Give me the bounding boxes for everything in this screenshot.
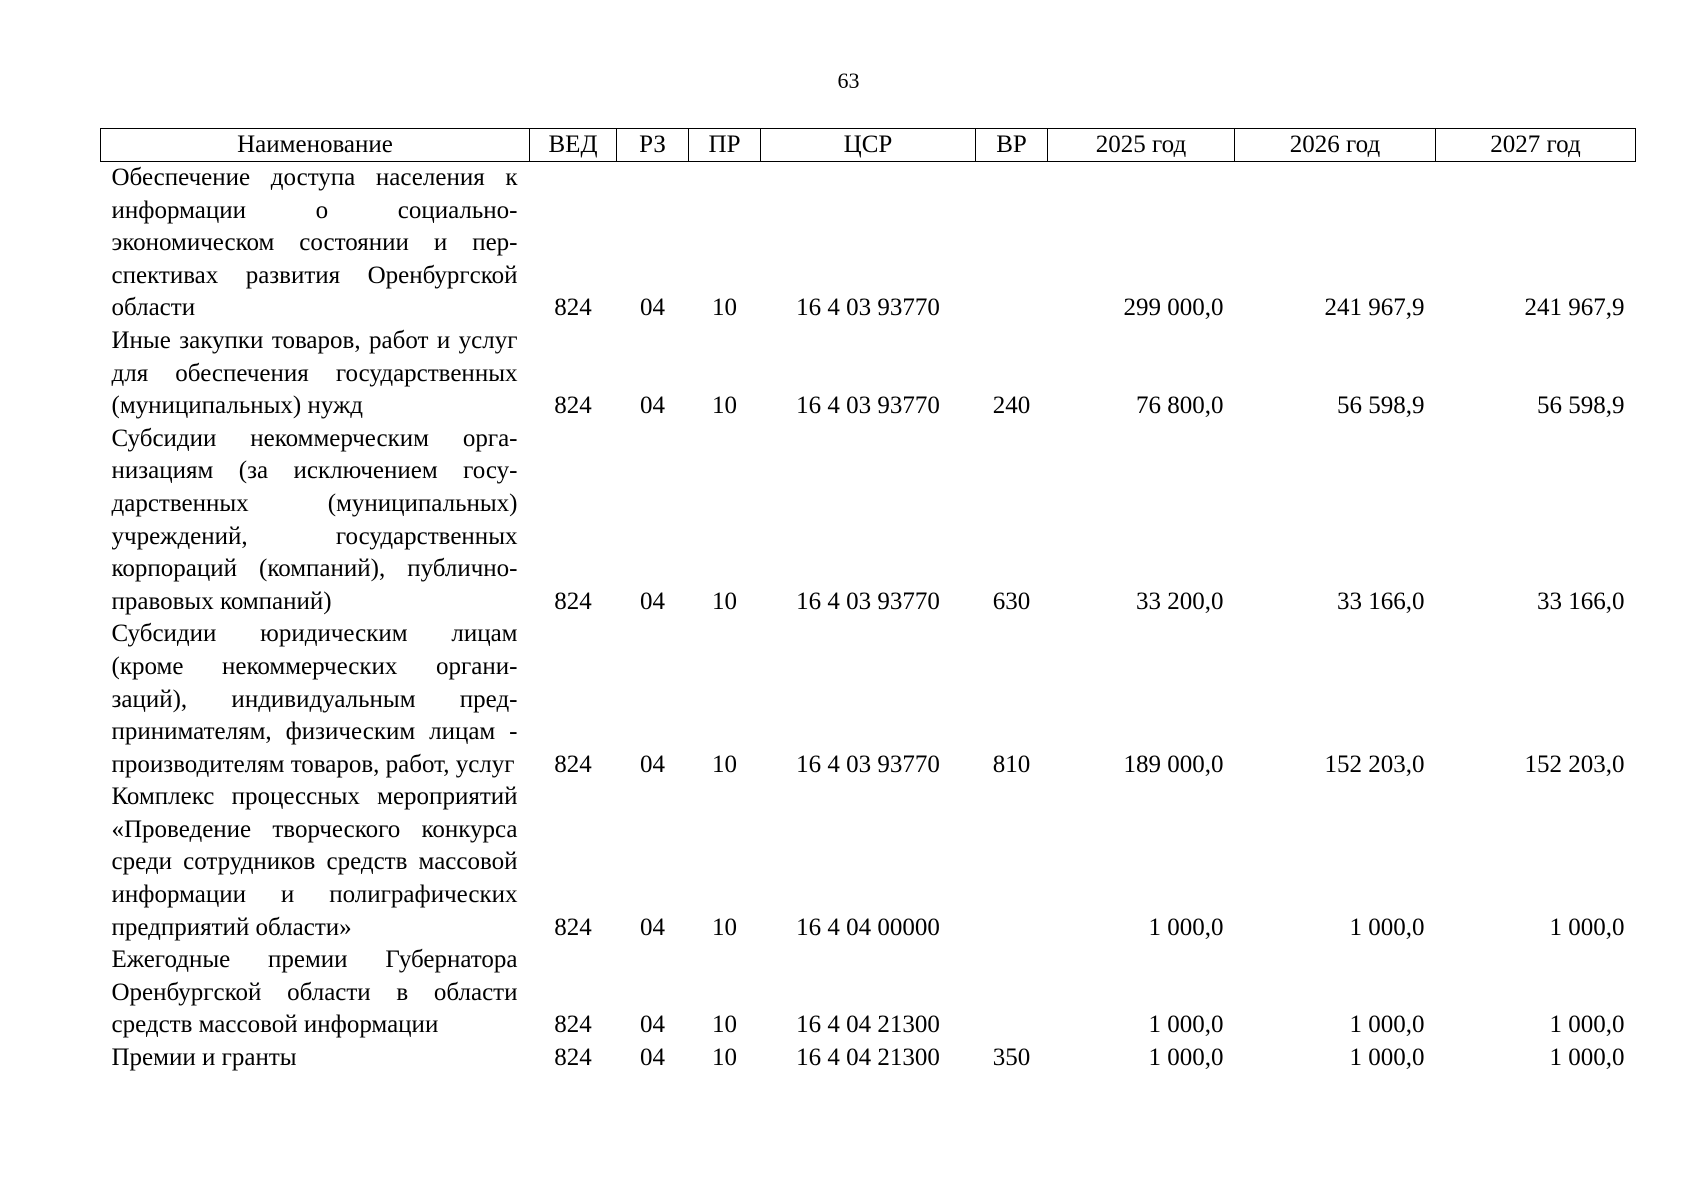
- row-ved: 824: [554, 913, 592, 941]
- row-2026: 1 000,0: [1349, 1044, 1425, 1072]
- row-2025: 1 000,0: [1148, 1044, 1224, 1072]
- row-name: Обеспечение доступа населения к информации о социально-экономическом состоянии и перспективах развития Оренбургской области: [111, 164, 518, 322]
- row-ved: 824: [554, 1044, 592, 1072]
- row-pr: 10: [712, 294, 737, 322]
- row-pr: 10: [712, 913, 737, 941]
- row-2027: 1 000,0: [1549, 1044, 1625, 1072]
- row-ved: 824: [554, 1011, 592, 1039]
- header-vr: ВР: [976, 129, 1048, 162]
- row-rz: 04: [640, 1044, 665, 1072]
- row-csr: 16 4 04 00000: [796, 913, 940, 941]
- row-rz: 04: [640, 913, 665, 941]
- row-2026: 1 000,0: [1349, 913, 1425, 941]
- row-rz: 04: [640, 294, 665, 322]
- table-row: [101, 1042, 1636, 1075]
- row-csr: 16 4 04 21300: [796, 1011, 940, 1039]
- row-2027: 33 166,0: [1537, 587, 1625, 615]
- row-vr: [976, 944, 1048, 1042]
- row-2026: 241 967,9: [1324, 294, 1425, 322]
- row-rz: 04: [640, 392, 665, 420]
- row-2026: 152 203,0: [1324, 750, 1425, 778]
- budget-table: [100, 128, 1636, 1075]
- row-2026: 56 598,9: [1337, 392, 1425, 420]
- row-pr: 10: [712, 1011, 737, 1039]
- row-csr: 16 4 03 93770: [796, 392, 940, 420]
- header-csr: ЦСР: [761, 129, 976, 162]
- row-2025: 1 000,0: [1148, 913, 1224, 941]
- row-rz: 04: [640, 750, 665, 778]
- row-vr: [976, 162, 1048, 325]
- row-ved: 824: [554, 392, 592, 420]
- table-row: [101, 781, 1636, 944]
- header-2026: 2026 год: [1235, 129, 1436, 162]
- row-2027: 152 203,0: [1524, 750, 1625, 778]
- row-name: Субсидии некоммерческим организациям (за исключением государственных (муниципальных) учреждений, государственных корпораций (компаний), публично-правовых компаний): [111, 424, 518, 615]
- table-row: [101, 618, 1636, 781]
- table-row: [101, 423, 1636, 619]
- row-csr: 16 4 04 21300: [796, 1044, 940, 1072]
- row-ved: 824: [554, 294, 592, 322]
- row-pr: 10: [712, 750, 737, 778]
- table-row: [101, 944, 1636, 1042]
- row-csr: 16 4 03 93770: [796, 587, 940, 615]
- row-2025: 1 000,0: [1148, 1011, 1224, 1039]
- row-vr: 350: [992, 1044, 1031, 1072]
- header-ved: ВЕД: [530, 129, 617, 162]
- row-name: Ежегодные премии Губернатора Оренбургской области в области средств массовой информации: [111, 946, 518, 1039]
- header-pr: ПР: [689, 129, 761, 162]
- row-name: Субсидии юридическим лицам (кроме некоммерческих организаций), индивидуальным предпринимателям, физическим лицам - производителям товаров, работ, услуг: [111, 620, 518, 778]
- row-rz: 04: [640, 587, 665, 615]
- row-vr: 630: [992, 587, 1031, 615]
- row-2027: 56 598,9: [1537, 392, 1625, 420]
- header-name: Наименование: [101, 129, 530, 162]
- header-rz: РЗ: [617, 129, 689, 162]
- row-ved: 824: [554, 750, 592, 778]
- page-number: 63: [837, 68, 860, 93]
- row-2025: 76 800,0: [1136, 392, 1224, 420]
- row-csr: 16 4 03 93770: [796, 294, 940, 322]
- row-pr: 10: [712, 392, 737, 420]
- row-vr: [976, 781, 1048, 944]
- table-header-row: [101, 129, 1636, 162]
- row-name: Премии и гранты: [111, 1044, 297, 1072]
- row-csr: 16 4 03 93770: [796, 750, 940, 778]
- row-name: Комплекс процессных мероприятий «Проведение творческого конкурса среди сотрудников средств массовой информации и полиграфических предприятий области»: [111, 783, 518, 941]
- row-pr: 10: [712, 1044, 737, 1072]
- table-row: [101, 325, 1636, 423]
- row-ved: 824: [554, 587, 592, 615]
- row-pr: 10: [712, 587, 737, 615]
- row-2025: 189 000,0: [1123, 750, 1224, 778]
- row-name: Иные закупки товаров, работ и услуг для обеспечения государственных (муниципальных) нужд: [111, 326, 518, 420]
- row-2025: 299 000,0: [1123, 294, 1224, 322]
- header-2027: 2027 год: [1436, 129, 1636, 162]
- row-vr: 240: [992, 392, 1031, 420]
- header-2025: 2025 год: [1048, 129, 1235, 162]
- row-2027: 1 000,0: [1549, 1011, 1625, 1039]
- row-2026: 33 166,0: [1337, 587, 1425, 615]
- row-2027: 1 000,0: [1549, 913, 1625, 941]
- row-vr: 810: [992, 750, 1031, 778]
- row-2025: 33 200,0: [1136, 587, 1224, 615]
- row-2027: 241 967,9: [1524, 294, 1625, 322]
- row-2026: 1 000,0: [1349, 1011, 1425, 1039]
- table-row: [101, 162, 1636, 325]
- row-rz: 04: [640, 1011, 665, 1039]
